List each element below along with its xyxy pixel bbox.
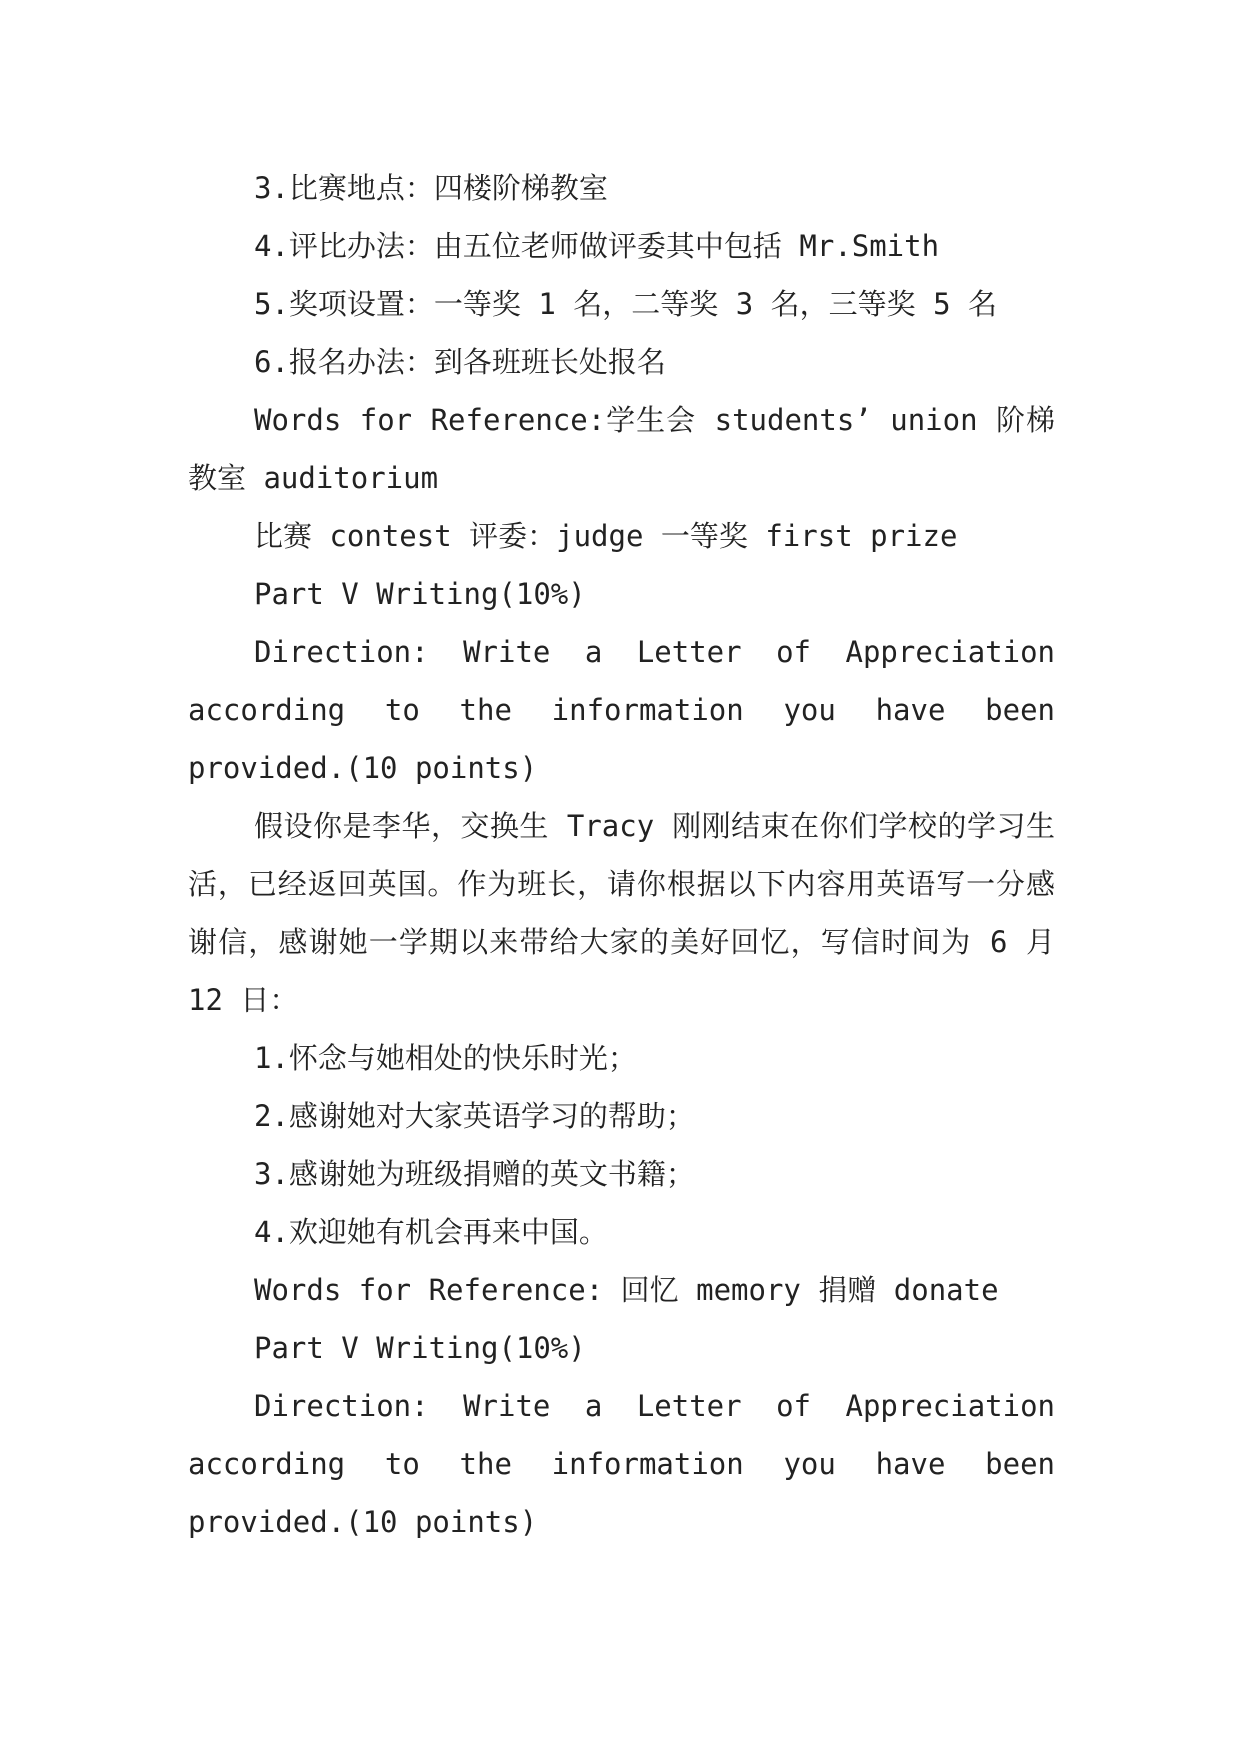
section-heading-writing-repeat: Part V Writing(10%): [254, 1331, 586, 1365]
paragraph-direction: Direction: Write a Letter of Appreciation according to the information you have been provided.(10 points): [188, 635, 1055, 785]
list-item-1: 1.怀念与她相处的快乐时光；: [254, 1041, 637, 1075]
list-item-4: 4.欢迎她有机会再来中国。: [254, 1215, 608, 1249]
paragraph-awards: 5.奖项设置：一等奖 1 名，二等奖 3 名，三等奖 5 名: [254, 287, 998, 321]
paragraph-direction-repeat: Direction: Write a Letter of Appreciation according to the information you have been provided.(10 points): [188, 1389, 1055, 1539]
paragraph-judging: 4.评比办法：由五位老师做评委其中包括 Mr.Smith: [254, 229, 940, 263]
paragraph-venue: 3.比赛地点：四楼阶梯教室: [254, 171, 608, 205]
paragraph-words-reference-2: 比赛 contest 评委：judge 一等奖 first prize: [254, 519, 958, 553]
paragraph-registration: 6.报名办法：到各班班长处报名: [254, 345, 666, 379]
paragraph-words-reference-1: Words for Reference:学生会 students’ union 阶梯教室 auditorium: [188, 403, 1055, 495]
list-item-2: 2.感谢她对大家英语学习的帮助；: [254, 1099, 695, 1133]
list-item-3: 3.感谢她为班级捐赠的英文书籍；: [254, 1157, 695, 1191]
paragraph-words-reference-3: Words for Reference: 回忆 memory 捐赠 donate: [254, 1273, 999, 1307]
section-heading-writing: Part V Writing(10%): [254, 577, 586, 611]
document-body: [188, 159, 1055, 1551]
paragraph-task-description: 假设你是李华，交换生 Tracy 刚刚结束在你们学校的学习生活，已经返回英国。作为班长，请你根据以下内容用英语写一分感谢信，感谢她一学期以来带给大家的美好回忆，写信时间为 6 月 12 日：: [188, 809, 1055, 1017]
